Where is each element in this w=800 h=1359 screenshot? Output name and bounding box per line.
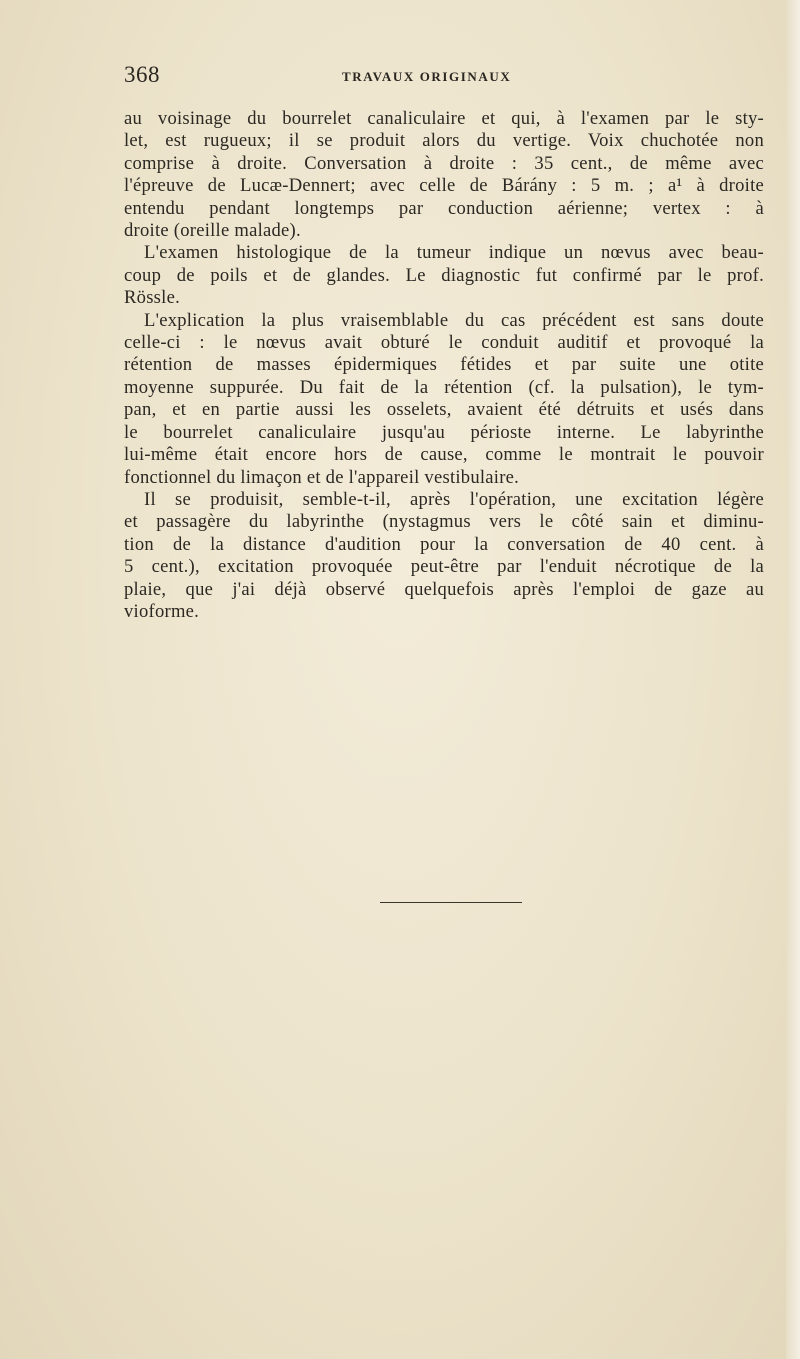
- text-line: l'épreuve de Lucæ-Dennert; avec celle de Bárány : 5 m. ; a¹ à droite: [124, 175, 764, 197]
- text-line: plaie, que j'ai déjà observé quelquefois après l'emploi de gaze au: [124, 578, 764, 600]
- text-line: pan, et en partie aussi les osselets, avaient été détruits et usés dans: [124, 399, 764, 421]
- text-line: let, est rugueux; il se produit alors du vertige. Voix chuchotée non: [124, 130, 764, 152]
- text-line: au voisinage du bourrelet canaliculaire et qui, à l'examen par le sty-: [124, 108, 764, 129]
- text-line: et passagère du labyrinthe (nystagmus vers le côté sain et diminu-: [124, 511, 764, 533]
- text-line: le bourrelet canaliculaire jusqu'au périoste interne. Le labyrinthe: [124, 421, 764, 443]
- text-line: lui-même était encore hors de cause, comme le montrait le pouvoir: [124, 444, 764, 466]
- text-line: L'examen histologique de la tumeur indique un nœvus avec beau-: [144, 242, 764, 264]
- page-edge: [786, 0, 800, 1359]
- text-line: vioforme.: [124, 600, 200, 622]
- text-line: comprise à droite. Conversation à droite : 35 cent., de même avec: [124, 152, 764, 174]
- text-line: moyenne suppurée. Du fait de la rétention (cf. la pulsation), le tym-: [124, 376, 764, 398]
- text-line: celle-ci : le nœvus avait obturé le conduit auditif et provoqué la: [124, 332, 764, 354]
- text-line: fonctionnel du limaçon et de l'appareil vestibulaire.: [124, 466, 520, 488]
- text-line: droite (oreille malade).: [124, 220, 301, 242]
- running-head: [124, 62, 762, 96]
- text-line: Rössle.: [124, 287, 180, 309]
- text-line: tion de la distance d'audition pour la conversation de 40 cent. à: [124, 533, 764, 555]
- text-line: coup de poils et de glandes. Le diagnostic fut confirmé par le prof.: [124, 264, 764, 286]
- text-line: 5 cent.), excitation provoquée peut-être par l'enduit nécrotique de la: [124, 556, 764, 578]
- page-number: 368: [124, 62, 160, 87]
- text-line: entendu pendant longtemps par conduction aérienne; vertex : à: [124, 197, 764, 219]
- article-body: [124, 108, 764, 623]
- text-line: rétention de masses épidermiques fétides et par suite une otite: [124, 354, 764, 376]
- running-title: TRAVAUX ORIGINAUX: [342, 69, 512, 84]
- text-line: L'explication la plus vraisemblable du cas précédent est sans doute: [144, 309, 764, 331]
- text-line: Il se produisit, semble-t-il, après l'opération, une excitation légère: [144, 488, 764, 510]
- section-divider: [380, 902, 522, 903]
